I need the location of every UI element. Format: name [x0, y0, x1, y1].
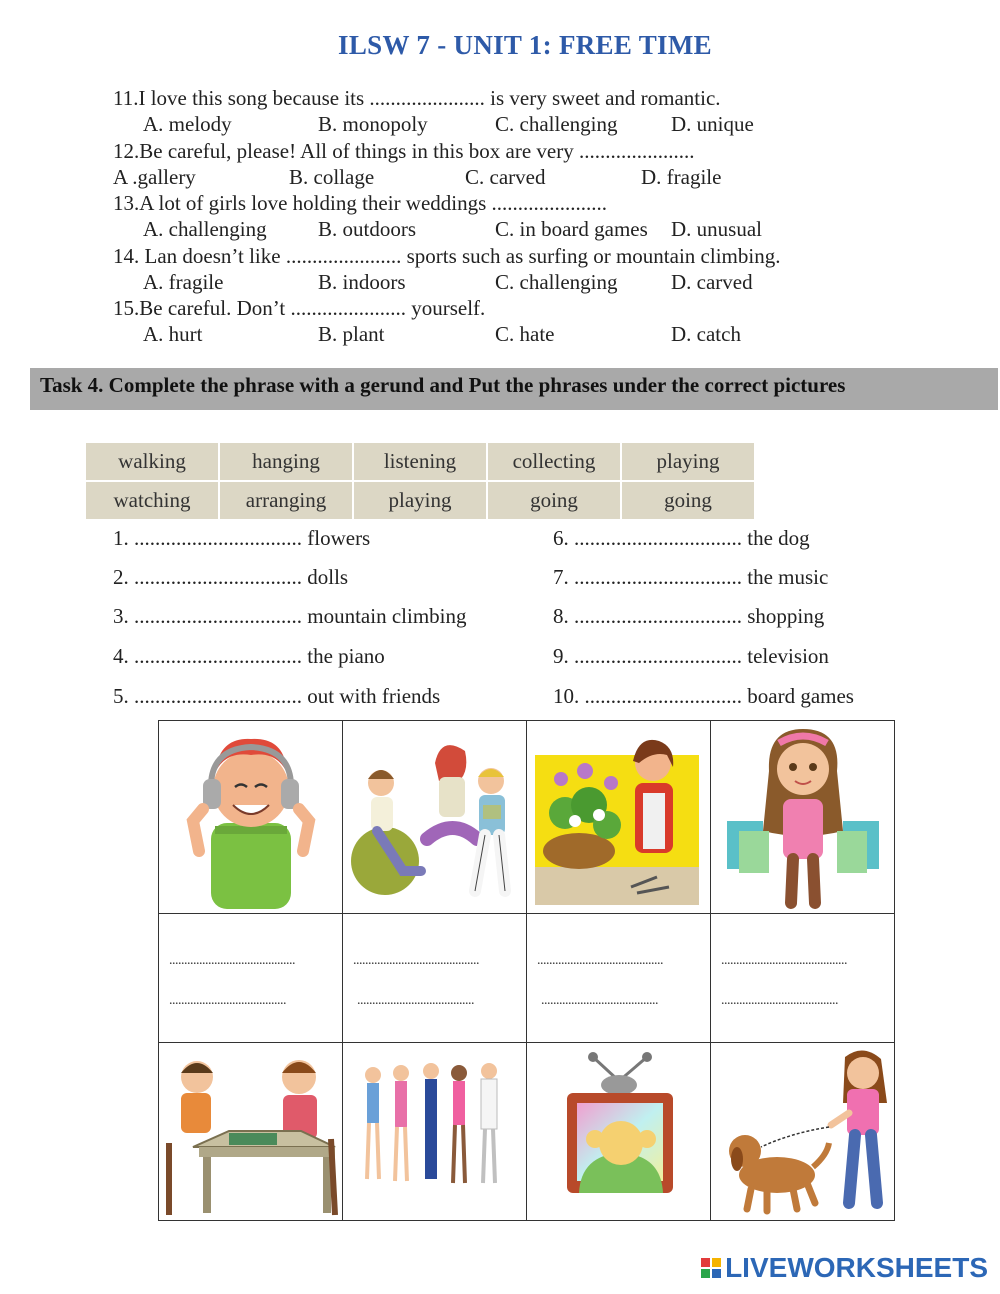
- boys-board-game-icon: [159, 1043, 342, 1221]
- answer-line[interactable]: .......................................: [357, 993, 474, 1008]
- question-11-option-c[interactable]: C. challenging: [495, 112, 618, 136]
- answer-line[interactable]: .......................................: [541, 993, 658, 1008]
- girl-walking-dog-icon: [711, 1043, 895, 1221]
- phrase-2[interactable]: 2. ................................ dolls: [113, 565, 349, 589]
- word-bank-cell: going: [488, 482, 620, 519]
- question-13-option-b[interactable]: B. outdoors: [318, 217, 417, 241]
- phrase-8[interactable]: 8. ................................ shopping: [553, 604, 825, 628]
- question-12-option-b[interactable]: B. collage: [289, 165, 375, 189]
- boy-with-headphones-icon: [159, 721, 342, 913]
- question-11-option-d[interactable]: D. unique: [671, 112, 754, 136]
- word-bank-cell: playing: [622, 443, 754, 480]
- word-bank-cell: collecting: [488, 443, 620, 480]
- word-bank-cell: watching: [86, 482, 218, 519]
- page-title: ILSW 7 - UNIT 1: FREE TIME: [338, 30, 712, 60]
- question-11-stem: 11.I love this song because its ...................... is very sweet and romantic.: [113, 86, 721, 110]
- question-15-option-a[interactable]: A. hurt: [143, 322, 203, 346]
- question-14-option-c[interactable]: C. challenging: [495, 270, 618, 294]
- question-14-option-b[interactable]: B. indoors: [318, 270, 406, 294]
- word-bank-row: [86, 482, 754, 519]
- task4-heading: Task 4. Complete the phrase with a gerund and Put the phrases under the correct pictures: [30, 368, 998, 410]
- answer-line[interactable]: ..........................................: [721, 953, 847, 968]
- phrase-6[interactable]: 6. ................................ the dog: [553, 526, 810, 550]
- woman-arranging-flowers-icon: [527, 721, 710, 913]
- question-13-option-a[interactable]: A. challenging: [143, 217, 267, 241]
- phrase-5[interactable]: 5. ................................ out with friends: [113, 684, 441, 708]
- question-12-option-c[interactable]: C. carved: [465, 165, 546, 189]
- phrase-9[interactable]: 9. ................................ television: [553, 644, 829, 668]
- question-11-option-b[interactable]: B. monopoly: [318, 112, 428, 136]
- girl-shopping-icon: [711, 721, 895, 913]
- answer-line[interactable]: .......................................: [169, 993, 286, 1008]
- question-12-stem: 12.Be careful, please! All of things in this box are very ......................: [113, 139, 695, 163]
- question-13-option-c[interactable]: C. in board games: [495, 217, 648, 241]
- phrase-1[interactable]: 1. ................................ flowers: [113, 526, 371, 550]
- question-15-stem: 15.Be careful. Don’t ...................... yourself.: [113, 296, 486, 320]
- answer-line[interactable]: ..........................................: [353, 953, 479, 968]
- word-bank-row: [86, 443, 754, 480]
- word-bank-cell: arranging: [220, 482, 352, 519]
- question-14-option-a[interactable]: A. fragile: [143, 270, 224, 294]
- word-bank-cell: going: [622, 482, 754, 519]
- liveworksheets-logo: [701, 1252, 988, 1284]
- word-bank-table: [84, 441, 756, 521]
- child-watching-tv-icon: [527, 1043, 710, 1221]
- question-13-stem: 13.A lot of girls love holding their weddings ......................: [113, 191, 608, 215]
- phrase-7[interactable]: 7. ................................ the music: [553, 565, 829, 589]
- word-bank-cell: walking: [86, 443, 218, 480]
- phrase-3[interactable]: 3. ................................ mountain climbing: [113, 604, 467, 628]
- answer-line[interactable]: ..........................................: [537, 953, 663, 968]
- phrase-4[interactable]: 4. ................................ the piano: [113, 644, 385, 668]
- answer-line[interactable]: ..........................................: [169, 953, 295, 968]
- question-14-stem: 14. Lan doesn’t like ...................... sports such as surfing or mountain climbing.: [113, 244, 781, 268]
- dolls-collection-icon: [343, 1043, 526, 1221]
- word-bank-cell: hanging: [220, 443, 352, 480]
- question-15-option-c[interactable]: C. hate: [495, 322, 555, 346]
- question-14-option-d[interactable]: D. carved: [671, 270, 753, 294]
- question-13-option-d[interactable]: D. unusual: [671, 217, 762, 241]
- answer-line[interactable]: .......................................: [721, 993, 838, 1008]
- question-15-option-d[interactable]: D. catch: [671, 322, 741, 346]
- logo-icon: [701, 1258, 721, 1278]
- question-11-option-a[interactable]: A. melody: [143, 112, 232, 136]
- word-bank-cell: playing: [354, 482, 486, 519]
- friends-hanging-out-icon: [343, 721, 526, 913]
- phrase-10[interactable]: 10. .............................. board games: [553, 684, 854, 708]
- word-bank-cell: listening: [354, 443, 486, 480]
- question-12-option-a[interactable]: A .gallery: [113, 165, 196, 189]
- logo-text: LIVEWORKSHEETS: [725, 1252, 988, 1283]
- question-15-option-b[interactable]: B. plant: [318, 322, 385, 346]
- picture-grid: [158, 720, 895, 1221]
- question-12-option-d[interactable]: D. fragile: [641, 165, 722, 189]
